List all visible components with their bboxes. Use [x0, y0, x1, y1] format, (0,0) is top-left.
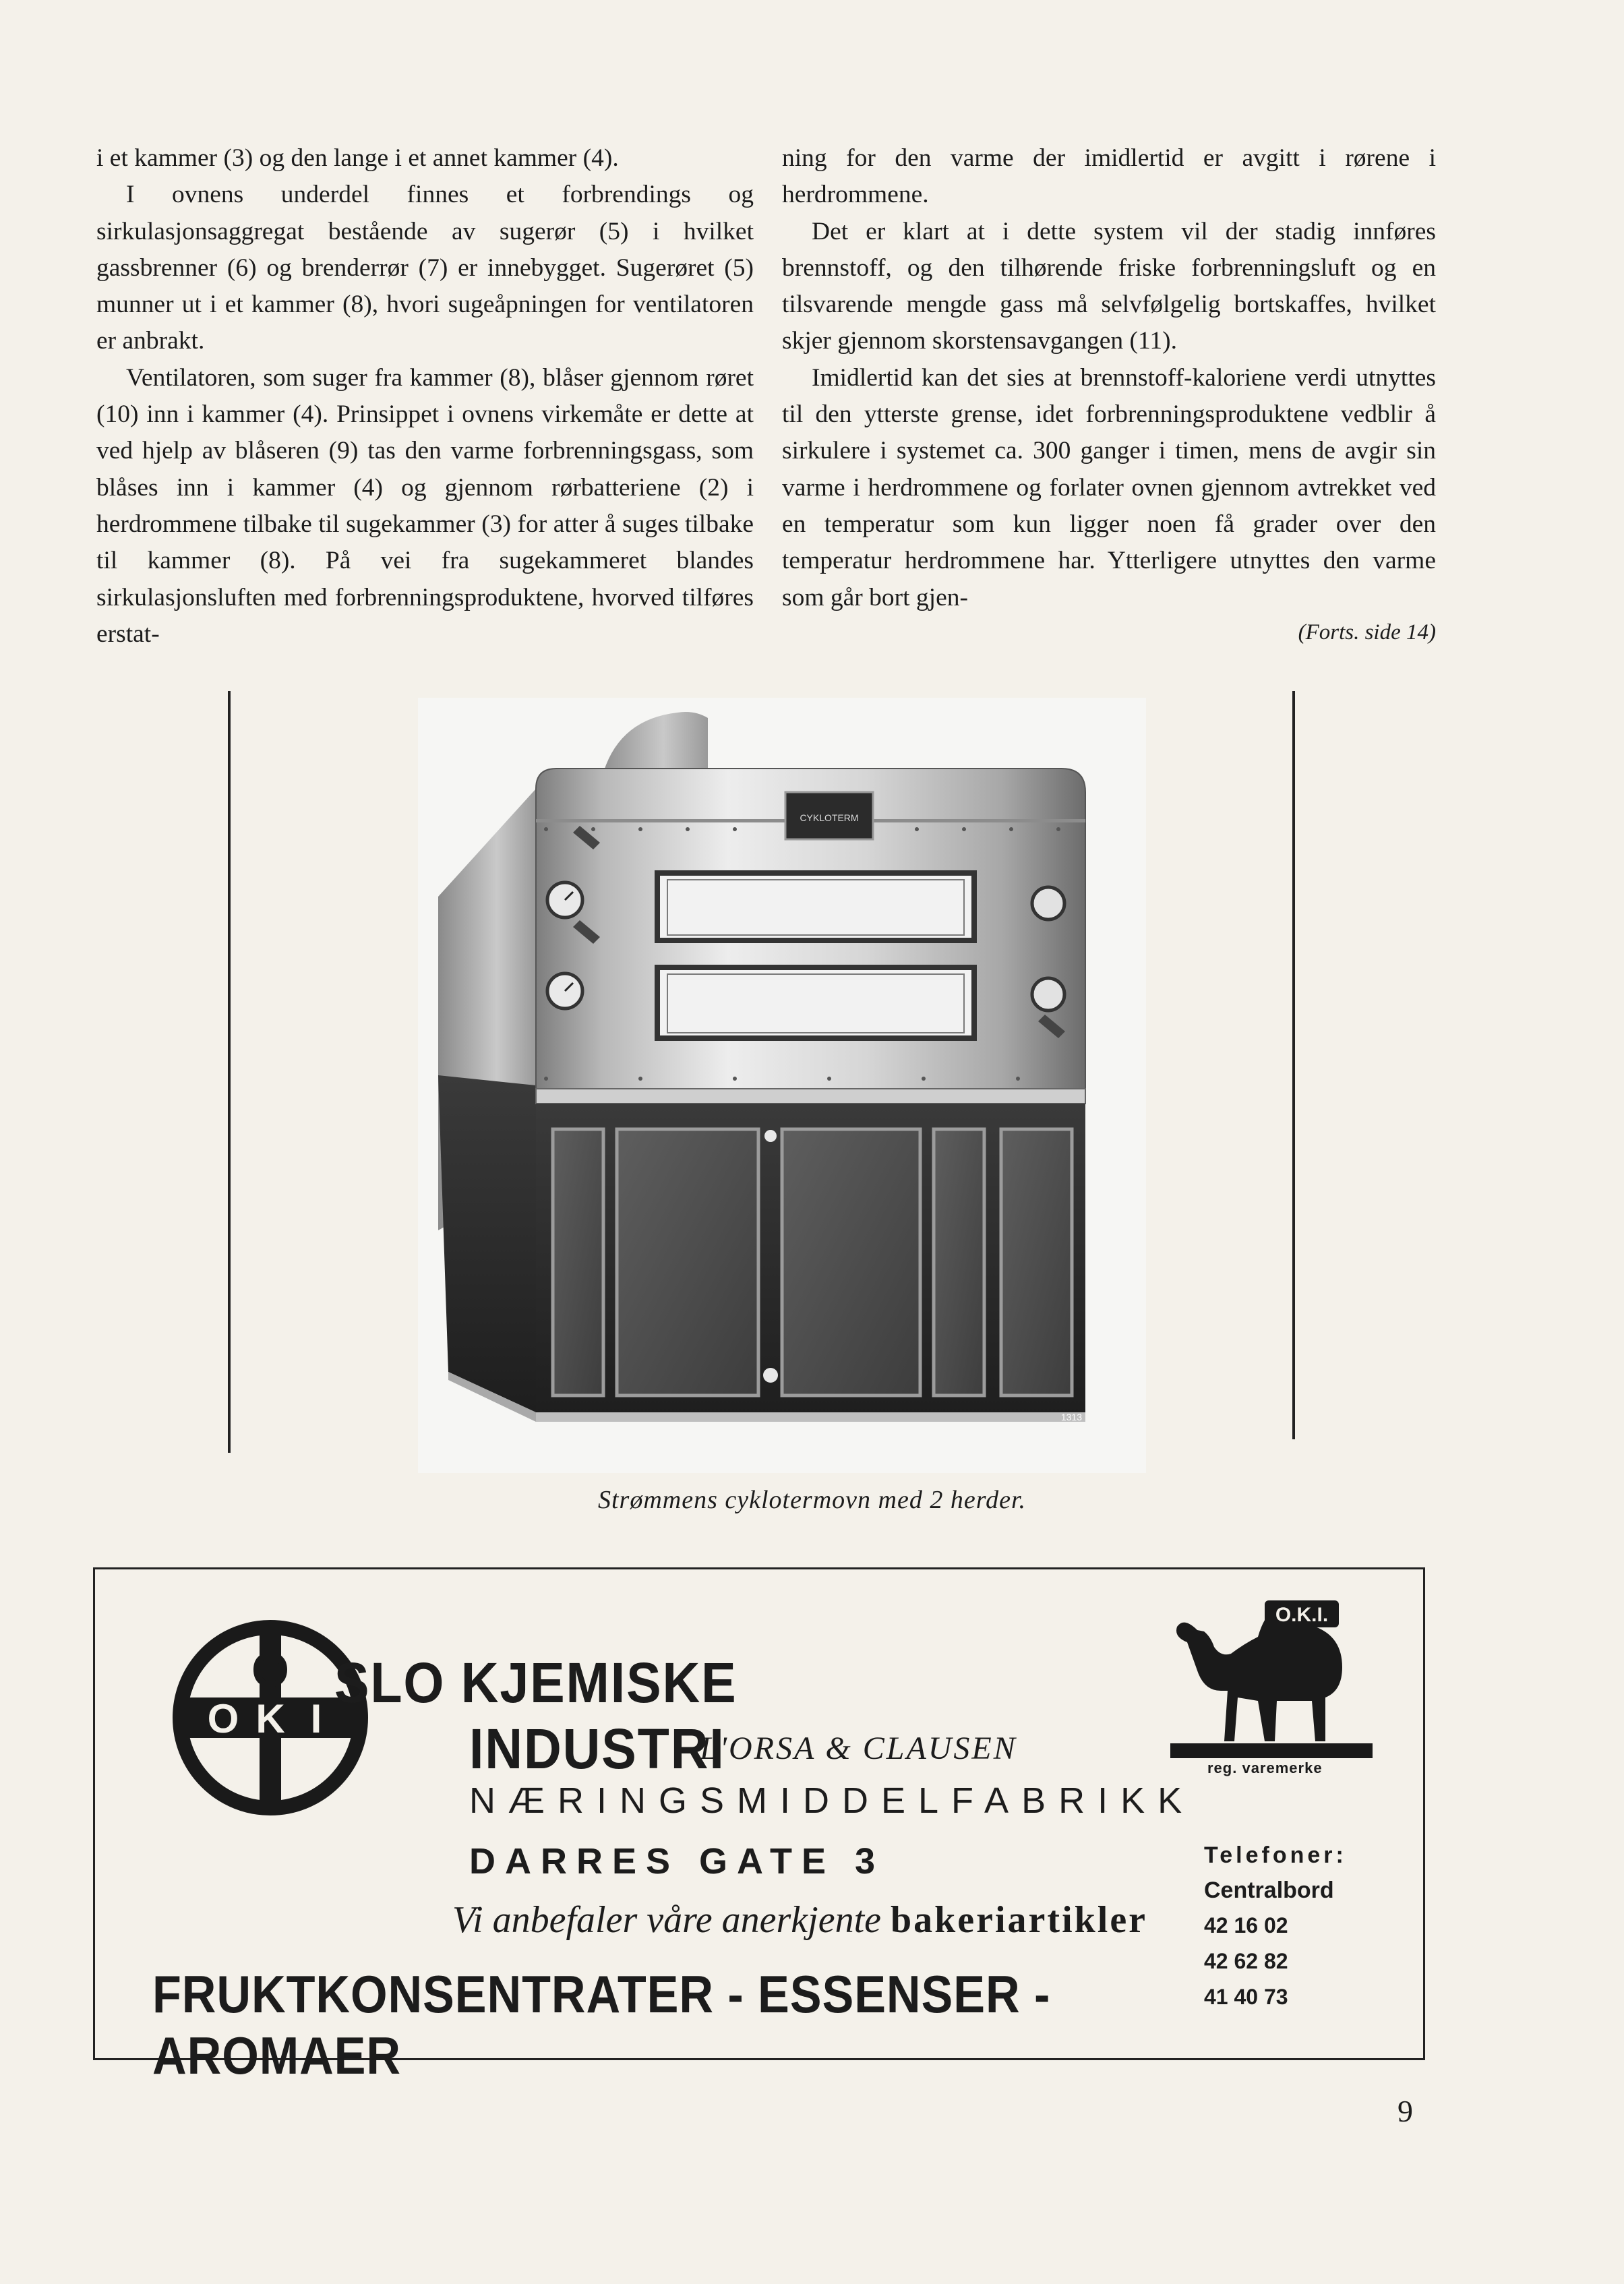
phone-list: [1204, 1838, 1373, 2015]
svg-text:O: O: [251, 1644, 290, 1697]
oki-logo-icon: [169, 1617, 371, 1819]
company-name-line1: SLO KJEMISKE: [334, 1651, 738, 1714]
photo-serial: 1313: [1060, 1412, 1082, 1422]
svg-text:I: I: [310, 1696, 322, 1741]
oven-photo: [418, 698, 1146, 1473]
ad-slogan-italic: Vi anbefaler våre anerkjente: [452, 1899, 881, 1941]
advertisement: [93, 1567, 1425, 2085]
article-paragraph: i et kammer (3) og den lange i et annet kammer (4).: [96, 144, 619, 172]
page-number: 9: [1397, 2094, 1413, 2128]
oven-nameplate: CYKLOTERM: [800, 812, 859, 823]
svg-text:K: K: [255, 1696, 285, 1741]
trademark-caption: reg. varemerke: [1207, 1760, 1323, 1776]
company-division: NÆRINGSMIDDELFABRIKK: [469, 1780, 1195, 1821]
article-paragraph: ning for den varme der imidlertid er avgitt i rørene i herdrommene.: [782, 144, 1436, 209]
article-column-right: [782, 140, 1436, 649]
svg-text:O: O: [207, 1696, 239, 1741]
photo-rule-right: [1292, 691, 1295, 1439]
photo-rule-left: [228, 691, 231, 1453]
svg-text:O.K.I.: O.K.I.: [1275, 1604, 1329, 1626]
company-name-line2: INDUSTRI: [469, 1717, 725, 1780]
continued-note: (Forts. side 14): [1298, 620, 1436, 644]
article-column-left: [96, 140, 754, 653]
ad-slogan: [452, 1898, 1147, 1942]
phone-number: 42 62 82: [1204, 1949, 1288, 1973]
company-subname: L'ORSA & CLAUSEN: [700, 1731, 1017, 1766]
article-paragraph: I ovnens underdel finnes et forbrendings og sirkulasjonsaggregat bestående av sugerør (5) i hvilket gassbrenner (6) og brenderrør (7) er innebygget. Sugerøret (5) munner ut i et kammer (8), hvori sugeåpningen for ventilatoren er anbrakt.: [96, 181, 754, 355]
company-address: DARRES GATE 3: [469, 1841, 885, 1882]
phone-number: 41 40 73: [1204, 1985, 1288, 2009]
article-paragraph: Imidlertid kan det sies at brennstoff-kaloriene verdi utnyttes til den ytterste grense, idet forbrenningsproduktene vedblir å sirkulere i systemet ca. 300 ganger i timen, mens de avgir sin varme i herdrommene og forlater ovnen gjennom avtrekket ved en temperatur som kun ligger noen få grader over den temperatur herdrommene har. Ytterligere utnyttes den varme som går bort gjen-: [782, 363, 1436, 611]
ad-products: FRUKTKONSENTRATER - ESSENSER - AROMAER: [152, 1964, 1051, 2085]
photo-caption: Strømmens cyklotermovn med 2 herder.: [597, 1486, 1027, 1514]
camel-trademark-icon: [1157, 1590, 1379, 1765]
article-paragraph: Ventilatoren, som suger fra kammer (8), blåser gjennom røret (10) inn i kammer (4). Prinsippet i ovnens virkemåte er dette at ved hjelp av blåseren (9) tas den varme forbrenningsgass, som blåses inn i kammer (4) og gjennom rørbatteriene (2) i herdrommene tilbake til sugekammer (3) for atter å suges tilbake til kammer (8). På vei fra sugekammeret blandes sirkulasjonsluften med forbrenningsproduktene, hvorved tilføres erstat-: [96, 363, 754, 648]
phones-board: Centralbord: [1204, 1877, 1334, 1903]
svg-text:I: I: [263, 1742, 278, 1796]
ad-slogan-bold: bakeriartikler: [891, 1899, 1148, 1941]
phones-title: Telefoner:: [1204, 1842, 1347, 1868]
phone-number: 42 16 02: [1204, 1913, 1288, 1937]
article-paragraph: Det er klart at i dette system vil der stadig innføres brennstoff, og den tilhørende friske forbrenningsluft og en tilsvarende mengde gass må selvfølgelig bortskaffes, hvilket skjer gjennom skorstensavgangen (11).: [782, 217, 1436, 355]
